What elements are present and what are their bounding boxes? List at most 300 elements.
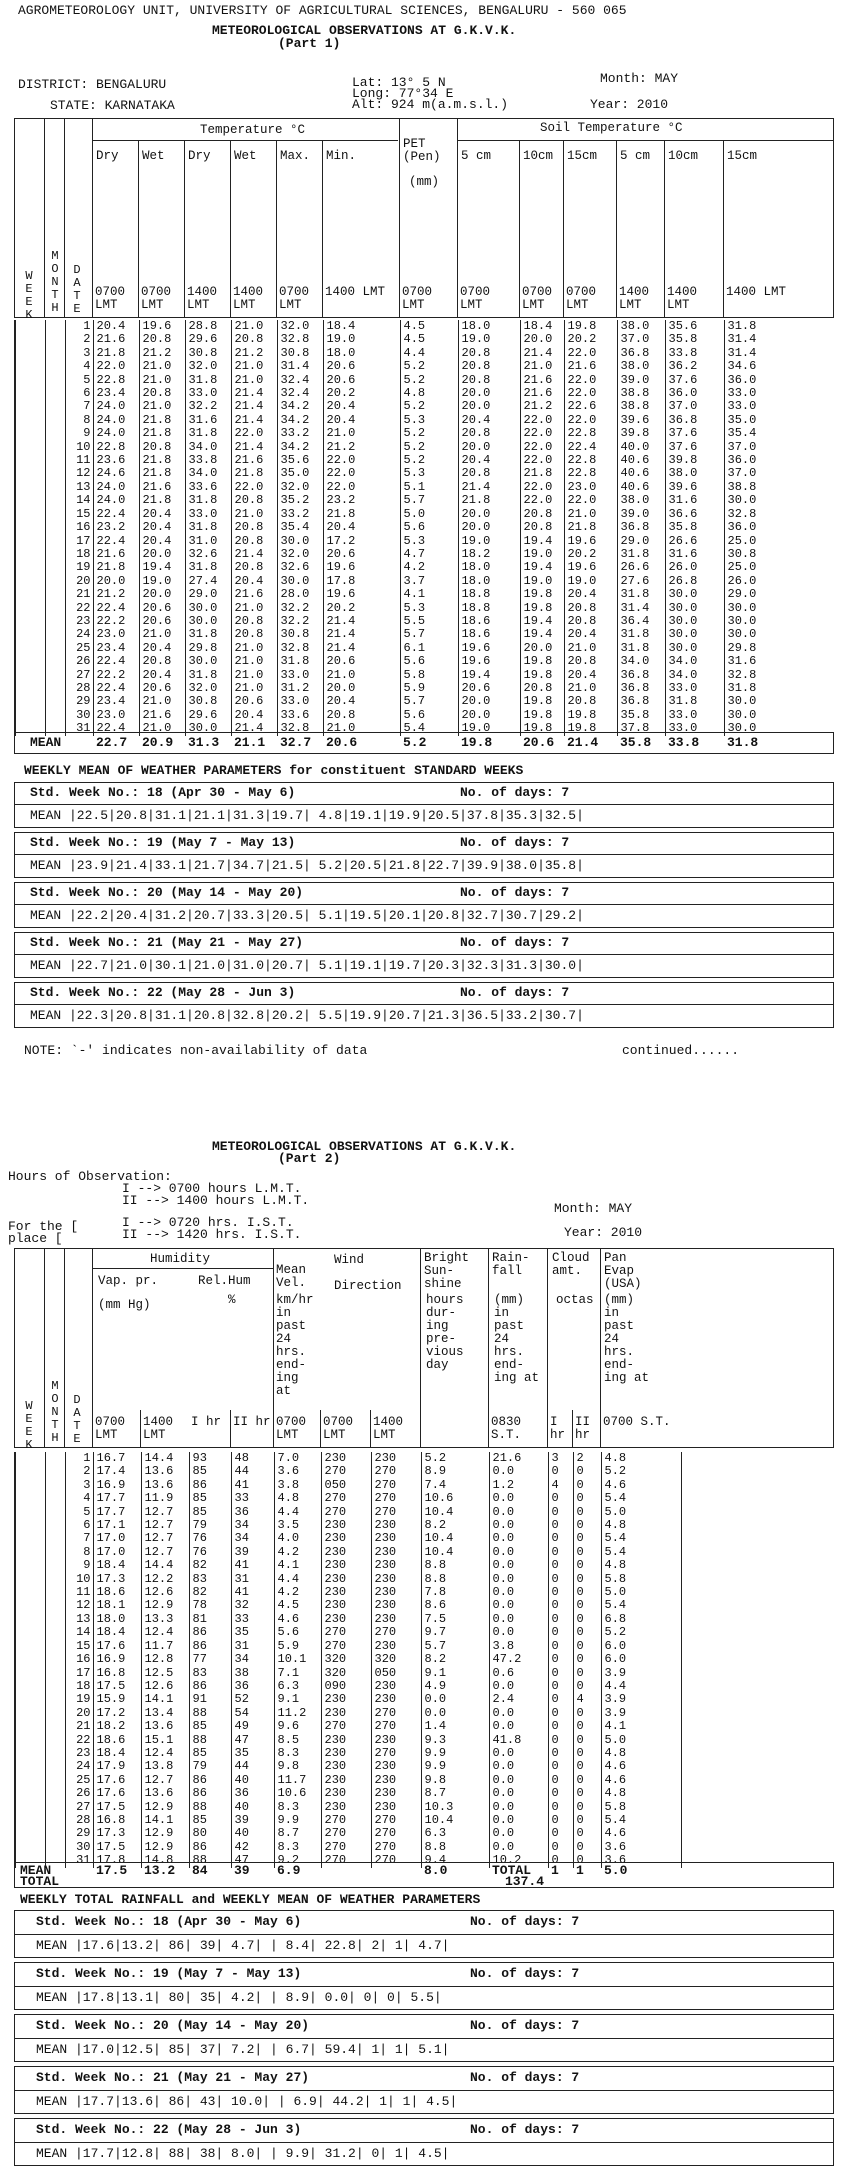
- value-cell: 21.0: [231, 320, 277, 333]
- mean-vel-header: Mean Vel.: [276, 1263, 307, 1290]
- value-cell: 21.8: [93, 561, 139, 574]
- value-cell: 18.0: [458, 575, 520, 588]
- value-cell: 5.2: [400, 360, 458, 373]
- value-cell: 23.4: [93, 642, 139, 655]
- value-cell: 21.8: [231, 467, 277, 480]
- value-cell: 11.7: [141, 1640, 189, 1653]
- value-cell: 33: [231, 1613, 274, 1626]
- value-cell: 20.8: [231, 535, 277, 548]
- p1-coltime-7: 0700 LMT: [460, 285, 491, 312]
- week-cell: [15, 709, 45, 722]
- value-cell: 34: [231, 1532, 274, 1545]
- date-cell: 11: [65, 454, 93, 467]
- table-row: [15, 1640, 846, 1653]
- value-cell: 21.4: [323, 642, 400, 655]
- value-cell: 34.2: [277, 441, 323, 454]
- week-cell: [15, 535, 45, 548]
- value-cell: 12.9: [141, 1841, 189, 1854]
- value-cell: 88: [189, 1854, 231, 1867]
- value-cell: 0: [548, 1814, 573, 1827]
- value-cell: 0: [573, 1667, 601, 1680]
- value-cell: 230: [321, 1613, 371, 1626]
- value-cell: 34: [231, 1519, 274, 1532]
- value-cell: 4.1: [601, 1720, 681, 1733]
- table-row: [15, 1626, 846, 1639]
- table-row: [15, 1506, 846, 1519]
- value-cell: 32.8: [277, 333, 323, 346]
- value-cell: 0.0: [489, 1827, 548, 1840]
- value-cell: 16.8: [93, 1814, 141, 1827]
- value-cell: 5.4: [601, 1492, 681, 1505]
- month-cell: [45, 1720, 65, 1733]
- value-cell: 5.7: [421, 1640, 489, 1653]
- value-cell: 0: [548, 1720, 573, 1733]
- date-cell: 19: [65, 561, 93, 574]
- table-row: [15, 1720, 846, 1733]
- week-cell: [15, 1640, 45, 1653]
- p1-mean-value: 21.1: [234, 735, 266, 750]
- p1-week-head: Std. Week No.: 20 (May 14 - May 20): [30, 885, 304, 900]
- table-row: [15, 682, 835, 695]
- value-cell: 30.0: [724, 709, 835, 722]
- p2-col-divider: [370, 1410, 371, 1448]
- value-cell: 20.8: [564, 615, 617, 628]
- value-cell: 4.8: [601, 1519, 681, 1532]
- value-cell: 32.0: [185, 360, 231, 373]
- value-cell: 230: [321, 1546, 371, 1559]
- value-cell: 30.0: [724, 628, 835, 641]
- value-cell: 20.2: [323, 387, 400, 400]
- value-cell: 30.0: [724, 494, 835, 507]
- value-cell: 270: [321, 1827, 371, 1840]
- month-cell: [45, 682, 65, 695]
- value-cell: 38.8: [617, 400, 665, 413]
- p1-col-divider: [616, 141, 617, 318]
- week-cell: [15, 642, 45, 655]
- blank-cell: [681, 1465, 846, 1478]
- table-row: [15, 441, 835, 454]
- date-cell: 13: [65, 481, 93, 494]
- value-cell: 83: [189, 1667, 231, 1680]
- value-cell: 20.8: [231, 615, 277, 628]
- date-cell: 2: [65, 333, 93, 346]
- hours-i: I --> 0700 hours L.M.T.: [122, 1181, 302, 1196]
- value-cell: 22.4: [93, 508, 139, 521]
- value-cell: 21.0: [139, 374, 185, 387]
- week-cell: [15, 1734, 45, 1747]
- value-cell: 30.0: [665, 588, 724, 601]
- value-cell: 20.8: [458, 467, 520, 480]
- value-cell: 0: [548, 1707, 573, 1720]
- month-cell: [45, 1546, 65, 1559]
- value-cell: 21.8: [139, 454, 185, 467]
- value-cell: 5.2: [601, 1626, 681, 1639]
- p1-colname-8: 10cm: [523, 149, 554, 163]
- p2-week-divider: [14, 2038, 834, 2039]
- p2-mean-value: 1: [551, 1863, 559, 1878]
- value-cell: 44: [231, 1465, 274, 1478]
- value-cell: 8.7: [274, 1827, 321, 1840]
- value-cell: 10.4: [421, 1546, 489, 1559]
- value-cell: 33.8: [185, 454, 231, 467]
- value-cell: 26.6: [665, 535, 724, 548]
- table-row: [15, 615, 835, 628]
- date-cell: 31: [65, 722, 93, 735]
- value-cell: 2.4: [489, 1693, 548, 1706]
- value-cell: 0.0: [489, 1506, 548, 1519]
- value-cell: 9.8: [421, 1774, 489, 1787]
- value-cell: 35.4: [277, 521, 323, 534]
- p2-week-days: No. of days: 7: [470, 1966, 580, 1981]
- p1-mean-value: 31.8: [727, 735, 759, 750]
- table-row: [15, 360, 835, 373]
- month-cell: [45, 1774, 65, 1787]
- date-cell: 3: [65, 1479, 93, 1492]
- value-cell: 34.2: [277, 400, 323, 413]
- value-cell: 29.8: [724, 642, 835, 655]
- value-cell: 20.4: [139, 521, 185, 534]
- week-cell: [15, 333, 45, 346]
- date-cell: 27: [65, 1801, 93, 1814]
- week-cell: [15, 347, 45, 360]
- value-cell: 21.0: [139, 360, 185, 373]
- value-cell: 20.4: [323, 400, 400, 413]
- table-row: [15, 1760, 846, 1773]
- table-row: [15, 467, 835, 480]
- value-cell: 18.0: [458, 320, 520, 333]
- value-cell: 3.7: [400, 575, 458, 588]
- value-cell: 21.6: [231, 588, 277, 601]
- month-cell: [45, 669, 65, 682]
- value-cell: 20.0: [458, 400, 520, 413]
- value-cell: 3.6: [274, 1465, 321, 1478]
- value-cell: 20.6: [323, 374, 400, 387]
- value-cell: 20.2: [323, 602, 400, 615]
- p1-week-days: No. of days: 7: [460, 885, 570, 900]
- value-cell: 20.8: [139, 441, 185, 454]
- value-cell: 0.0: [489, 1613, 548, 1626]
- date-cell: 18: [65, 1680, 93, 1693]
- value-cell: 37.6: [665, 374, 724, 387]
- value-cell: 22.4: [93, 682, 139, 695]
- value-cell: 15.9: [93, 1693, 141, 1706]
- date-cell: 24: [65, 628, 93, 641]
- value-cell: 32.0: [277, 320, 323, 333]
- value-cell: 270: [371, 1841, 421, 1854]
- month-cell: [45, 400, 65, 413]
- value-cell: 9.6: [274, 1720, 321, 1733]
- month-cell: [45, 1452, 65, 1465]
- value-cell: 93: [189, 1452, 231, 1465]
- month-cell: [45, 454, 65, 467]
- p2-week-mean: MEAN |17.6|13.2| 86| 39| 4.7| | 8.4| 22.8| 2| 1| 4.7|: [36, 1938, 450, 1953]
- value-cell: 9.8: [274, 1760, 321, 1773]
- value-cell: 17.3: [93, 1573, 141, 1586]
- value-cell: 4.8: [601, 1452, 681, 1465]
- date-cell: 16: [65, 521, 93, 534]
- p1-coltime-0: 0700 LMT: [95, 285, 126, 312]
- value-cell: 2: [573, 1452, 601, 1465]
- value-cell: 3.9: [601, 1693, 681, 1706]
- value-cell: 19.8: [520, 669, 564, 682]
- week-cell: [15, 682, 45, 695]
- value-cell: 4.1: [274, 1559, 321, 1572]
- p1-colname-10: 5 cm: [620, 149, 651, 163]
- week-cell: [15, 1519, 45, 1532]
- p2-week-mean: MEAN |17.0|12.5| 85| 37| 7.2| | 6.7| 59.4| 1| 1| 5.1|: [36, 2042, 450, 2057]
- blank-cell: [681, 1640, 846, 1653]
- value-cell: 31.8: [724, 320, 835, 333]
- p2-coltime-2: I hr: [191, 1415, 222, 1429]
- value-cell: 0: [573, 1801, 601, 1814]
- value-cell: 12.7: [141, 1774, 189, 1787]
- value-cell: 86: [189, 1479, 231, 1492]
- week-cell: [15, 1559, 45, 1572]
- table-row: [15, 1774, 846, 1787]
- p2-mean-value: 8.0: [424, 1863, 448, 1878]
- value-cell: 18.8: [458, 588, 520, 601]
- value-cell: 0: [573, 1465, 601, 1478]
- p2-week-divider: [14, 2142, 834, 2143]
- p1-col-divider: [519, 141, 520, 318]
- value-cell: 0: [573, 1760, 601, 1773]
- value-cell: 37.0: [724, 467, 835, 480]
- value-cell: 17.5: [93, 1841, 141, 1854]
- value-cell: 18.6: [458, 615, 520, 628]
- value-cell: 0: [548, 1640, 573, 1653]
- value-cell: 86: [189, 1774, 231, 1787]
- month-cell: [45, 561, 65, 574]
- p2-week-head: Std. Week No.: 22 (May 28 - Jun 3): [36, 2122, 302, 2137]
- value-cell: 4.8: [601, 1559, 681, 1572]
- p2-mean-value: 17.5: [96, 1863, 128, 1878]
- value-cell: 20.0: [139, 588, 185, 601]
- p1-mean-value: 33.8: [668, 735, 700, 750]
- table-row: [15, 1814, 846, 1827]
- value-cell: 22.0: [93, 360, 139, 373]
- value-cell: 20.8: [139, 387, 185, 400]
- date-cell: 14: [65, 1626, 93, 1639]
- value-cell: 8.2: [421, 1519, 489, 1532]
- p1-colname-1: Wet: [142, 149, 165, 163]
- week-cell: [15, 1613, 45, 1626]
- value-cell: 4.4: [274, 1573, 321, 1586]
- value-cell: 0.0: [421, 1707, 489, 1720]
- p1-week-days: No. of days: 7: [460, 985, 570, 1000]
- p2-mean-value: 39: [234, 1863, 250, 1878]
- value-cell: 17.6: [93, 1640, 141, 1653]
- value-cell: 16.7: [93, 1452, 141, 1465]
- pan-evap-header: Pan Evap (USA): [604, 1251, 642, 1291]
- value-cell: 40: [231, 1827, 274, 1840]
- value-cell: 40.6: [617, 467, 665, 480]
- value-cell: 7.4: [421, 1479, 489, 1492]
- table-row: [15, 1519, 846, 1532]
- value-cell: 0: [573, 1492, 601, 1505]
- value-cell: 21.2: [520, 400, 564, 413]
- week-cell: [15, 669, 45, 682]
- value-cell: 0.0: [489, 1519, 548, 1532]
- value-cell: 5.6: [400, 521, 458, 534]
- value-cell: 30.8: [185, 347, 231, 360]
- value-cell: 35.0: [724, 414, 835, 427]
- value-cell: 38.0: [617, 494, 665, 507]
- value-cell: 21.0: [323, 427, 400, 440]
- p1-coltime-5: 1400 LMT: [325, 285, 386, 299]
- value-cell: 32.0: [277, 548, 323, 561]
- value-cell: 9.1: [274, 1693, 321, 1706]
- value-cell: 29.8: [185, 642, 231, 655]
- table-row: [15, 1653, 846, 1666]
- p1-week-mean: MEAN |22.7|21.0|30.1|21.0|31.0|20.7| 5.1|19.1|19.7|20.3|32.3|31.3|30.0|: [30, 958, 584, 973]
- blank-cell: [681, 1452, 846, 1465]
- value-cell: 230: [321, 1559, 371, 1572]
- value-cell: 270: [321, 1841, 371, 1854]
- value-cell: 37.0: [724, 441, 835, 454]
- value-cell: 20.0: [323, 682, 400, 695]
- date-cell: 10: [65, 1573, 93, 1586]
- value-cell: 8.8: [421, 1573, 489, 1586]
- pan-evap-unit: (mm) in past 24 hrs. end- ing at: [604, 1293, 650, 1385]
- month-cell: [45, 1693, 65, 1706]
- value-cell: 21.6: [231, 454, 277, 467]
- value-cell: 22.0: [520, 414, 564, 427]
- year-label: Year: 2010: [590, 97, 669, 112]
- value-cell: 28.8: [185, 320, 231, 333]
- value-cell: 31.6: [724, 655, 835, 668]
- value-cell: 29.0: [185, 588, 231, 601]
- table-row: [15, 1559, 846, 1572]
- value-cell: 0.0: [489, 1680, 548, 1693]
- value-cell: 30.8: [277, 628, 323, 641]
- value-cell: 0: [548, 1680, 573, 1693]
- value-cell: 33.2: [277, 508, 323, 521]
- value-cell: 8.8: [421, 1559, 489, 1572]
- value-cell: 9.9: [274, 1814, 321, 1827]
- table-row: [15, 1599, 846, 1612]
- value-cell: 23.2: [323, 494, 400, 507]
- value-cell: 19.8: [520, 602, 564, 615]
- table-row: [15, 1452, 846, 1465]
- vap-unit: (mm Hg): [98, 1298, 151, 1312]
- table-row: [15, 333, 835, 346]
- value-cell: 31.8: [185, 427, 231, 440]
- value-cell: 17.8: [93, 1854, 141, 1867]
- value-cell: 21.0: [323, 722, 400, 735]
- p2-col-divider: [140, 1410, 141, 1448]
- p1-week-mean: MEAN |22.2|20.4|31.2|20.7|33.3|20.5| 5.1|19.5|20.1|20.8|32.7|30.7|29.2|: [30, 908, 584, 923]
- p1-week-divider: [14, 954, 834, 955]
- value-cell: 9.1: [421, 1667, 489, 1680]
- value-cell: 37.6: [665, 441, 724, 454]
- value-cell: 22.8: [564, 454, 617, 467]
- value-cell: 20.8: [564, 695, 617, 708]
- p1-mean-value: 32.7: [280, 735, 312, 750]
- p1-colname-7: 5 cm: [461, 149, 492, 163]
- table-row: [15, 1787, 846, 1800]
- week-cell: [15, 1760, 45, 1773]
- value-cell: 5.4: [601, 1599, 681, 1612]
- month-cell: [45, 1479, 65, 1492]
- value-cell: 0.0: [489, 1465, 548, 1478]
- value-cell: 31.8: [185, 628, 231, 641]
- value-cell: 3: [548, 1452, 573, 1465]
- value-cell: 76: [189, 1532, 231, 1545]
- value-cell: 0: [548, 1599, 573, 1612]
- table-row: [15, 669, 835, 682]
- value-cell: 30.0: [724, 722, 835, 735]
- value-cell: 38.0: [617, 360, 665, 373]
- week-cell: [15, 454, 45, 467]
- value-cell: 32.6: [277, 561, 323, 574]
- value-cell: 0.0: [489, 1707, 548, 1720]
- table-row: [15, 1586, 846, 1599]
- date-cell: 9: [65, 1559, 93, 1572]
- value-cell: 21.2: [231, 347, 277, 360]
- value-cell: 22.0: [564, 387, 617, 400]
- date-cell: 4: [65, 1492, 93, 1505]
- value-cell: 35.6: [665, 320, 724, 333]
- value-cell: 22.0: [564, 494, 617, 507]
- value-cell: 17.3: [93, 1827, 141, 1840]
- date-cell: 23: [65, 615, 93, 628]
- value-cell: 4.8: [601, 1787, 681, 1800]
- week-cell: [15, 521, 45, 534]
- date-cell: 16: [65, 1653, 93, 1666]
- value-cell: 320: [321, 1667, 371, 1680]
- value-cell: 230: [371, 1760, 421, 1773]
- value-cell: 24.0: [93, 481, 139, 494]
- value-cell: 0: [548, 1734, 573, 1747]
- value-cell: 36.4: [617, 615, 665, 628]
- value-cell: 82: [189, 1559, 231, 1572]
- date-cell: 15: [65, 1640, 93, 1653]
- value-cell: 33.2: [277, 427, 323, 440]
- value-cell: 17.6: [93, 1774, 141, 1787]
- week-cell: [15, 387, 45, 400]
- value-cell: 22.0: [323, 467, 400, 480]
- value-cell: 0: [573, 1519, 601, 1532]
- part2-mean-label: MEAN: [20, 1863, 52, 1878]
- value-cell: 86: [189, 1787, 231, 1800]
- month-cell: [45, 1653, 65, 1666]
- value-cell: 35.2: [277, 494, 323, 507]
- table-row: [15, 387, 835, 400]
- blank-cell: [681, 1747, 846, 1760]
- value-cell: 33.6: [277, 709, 323, 722]
- value-cell: 8.6: [421, 1599, 489, 1612]
- date-cell: 6: [65, 387, 93, 400]
- month-cell: [45, 320, 65, 333]
- value-cell: 35.8: [665, 333, 724, 346]
- table-row: [15, 1693, 846, 1706]
- p1-col-divider: [563, 141, 564, 318]
- blank-cell: [681, 1586, 846, 1599]
- value-cell: 31.8: [617, 548, 665, 561]
- date-cell: 21: [65, 588, 93, 601]
- p1-colname-11: 10cm: [668, 149, 699, 163]
- value-cell: 0: [548, 1465, 573, 1478]
- p1-mean-value: 35.8: [620, 735, 652, 750]
- value-cell: 29.6: [185, 333, 231, 346]
- date-cell: 26: [65, 655, 93, 668]
- value-cell: 13.3: [141, 1613, 189, 1626]
- value-cell: 21.4: [520, 347, 564, 360]
- value-cell: 19.6: [458, 655, 520, 668]
- table-row: [15, 414, 835, 427]
- month-cell: [45, 655, 65, 668]
- value-cell: 21.4: [231, 414, 277, 427]
